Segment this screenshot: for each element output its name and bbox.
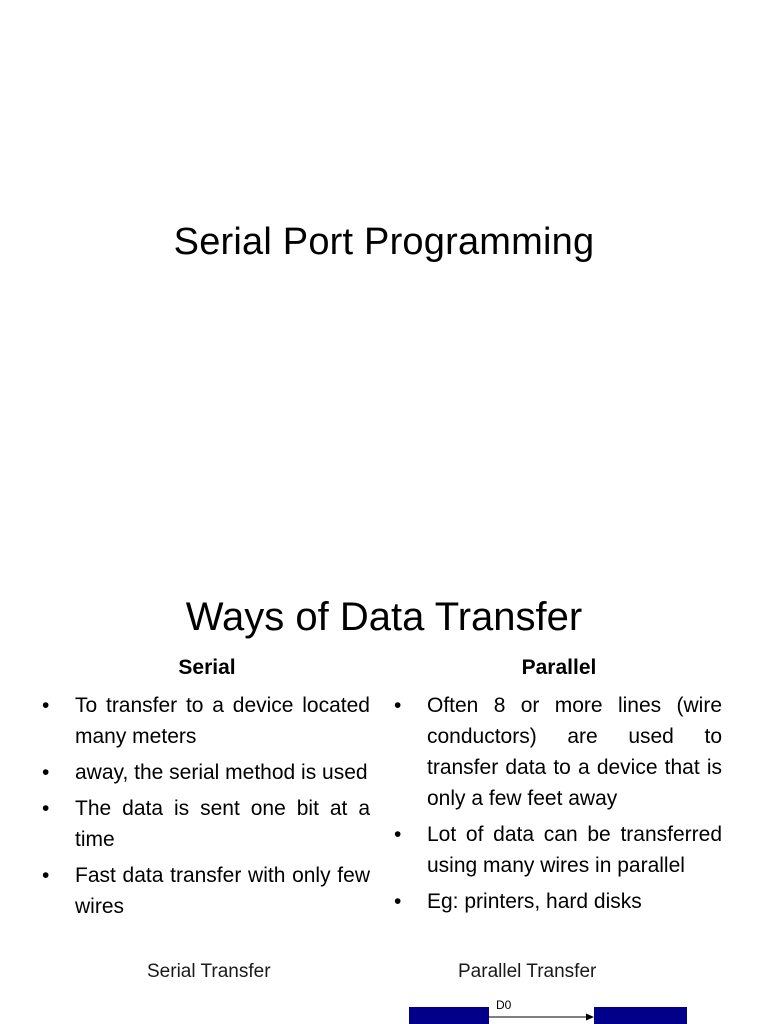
bullet-glyph: • xyxy=(42,864,50,887)
parallel-bullet-text: Often 8 or more lines (wire conductors) are used to transfer data to a device that is only a few feet away xyxy=(427,694,722,810)
parallel-transfer-diagram xyxy=(400,990,700,1024)
serial-bullet-text: Fast data transfer with only few wires xyxy=(75,864,370,918)
bullet-glyph: • xyxy=(394,823,402,846)
parallel-bullet xyxy=(392,886,722,917)
serial-column-heading: Serial xyxy=(178,656,236,679)
bullet-glyph: • xyxy=(42,694,50,717)
serial-bullet-text: To transfer to a device located many meters xyxy=(75,694,370,748)
slide-1-title: Serial Port Programming xyxy=(173,221,595,263)
parallel-bullet-text: Lot of data can be transferred using many wires in parallel xyxy=(427,823,722,877)
parallel-bullet xyxy=(392,690,722,814)
bullet-glyph: • xyxy=(42,761,50,784)
bullet-glyph: • xyxy=(394,890,402,913)
serial-bullet xyxy=(40,860,370,922)
parallel-bullet xyxy=(392,819,722,881)
serial-bullet xyxy=(40,793,370,855)
serial-transfer-label: Serial Transfer xyxy=(147,961,271,982)
receiver-box xyxy=(594,1007,687,1024)
serial-bullet-text: The data is sent one bit at a time xyxy=(75,797,370,851)
parallel-bullet-list xyxy=(392,690,722,922)
serial-bullet-text: away, the serial method is used xyxy=(75,761,368,784)
d0-label: D0 xyxy=(496,998,512,1012)
serial-bullet xyxy=(40,757,370,788)
serial-bullet xyxy=(40,690,370,752)
parallel-transfer-label: Parallel Transfer xyxy=(458,961,597,982)
slide-2-title: Ways of Data Transfer xyxy=(185,595,583,639)
serial-bullet-list xyxy=(40,690,370,927)
parallel-bullet-text: Eg: printers, hard disks xyxy=(427,890,642,913)
bullet-glyph: • xyxy=(42,797,50,820)
sender-box xyxy=(409,1007,489,1024)
d0-arrowhead xyxy=(586,1014,594,1021)
parallel-column-heading: Parallel xyxy=(521,656,597,679)
bullet-glyph: • xyxy=(394,694,402,717)
